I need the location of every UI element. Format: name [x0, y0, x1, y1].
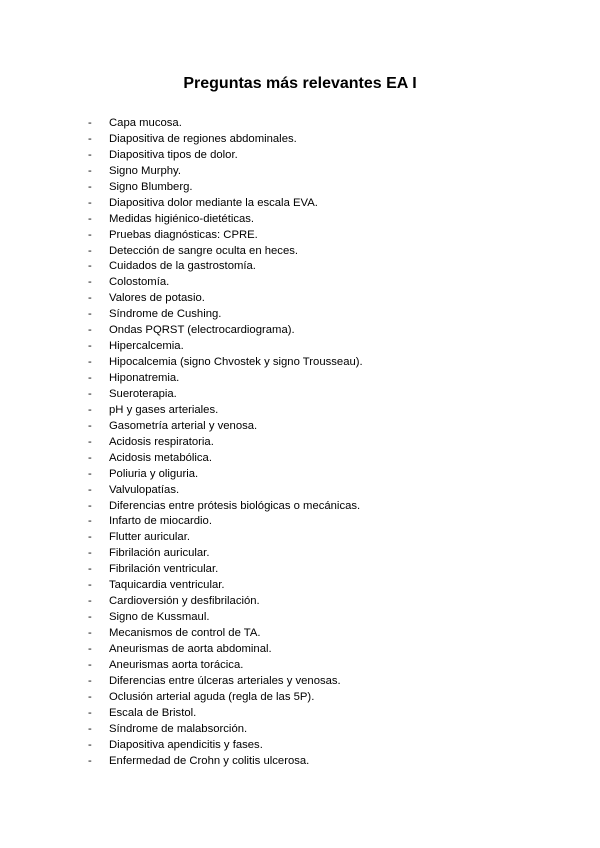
- list-bullet: -: [88, 499, 92, 512]
- list-bullet: -: [88, 467, 92, 480]
- list-item-text: Taquicardia ventricular.: [109, 579, 225, 592]
- list-bullet: -: [88, 738, 92, 751]
- list-item-text: Sueroterapia.: [109, 387, 177, 400]
- list-bullet: -: [88, 292, 92, 305]
- list-item-text: Diapositiva tipos de dolor.: [109, 148, 238, 161]
- list-item-text: Enfermedad de Crohn y colitis ulcerosa.: [109, 754, 310, 767]
- list-item-text: Diapositiva dolor mediante la escala EVA.: [109, 196, 318, 209]
- list-item-text: Diferencias entre úlceras arteriales y venosas.: [109, 674, 341, 687]
- list-item-text: Síndrome de malabsorción.: [109, 722, 248, 735]
- list-bullet: -: [88, 722, 92, 735]
- list-bullet: -: [88, 627, 92, 639]
- list-item-text: Medidas higiénico-dietéticas.: [109, 212, 255, 225]
- list-bullet: -: [88, 276, 92, 289]
- list-bullet: -: [88, 260, 92, 273]
- list-bullet: -: [88, 515, 92, 528]
- list-item-text: Ondas PQRST (electrocardiograma).: [109, 324, 295, 337]
- list-bullet: -: [88, 547, 92, 560]
- list-item-text: Gasometría arterial y venosa.: [109, 419, 258, 432]
- list-item-text: Cardioversión y desfibrilación.: [109, 595, 260, 608]
- list-bullet: -: [88, 387, 92, 400]
- list-item-text: Capa mucosa.: [109, 117, 182, 129]
- list-bullet: -: [88, 579, 92, 592]
- list-item-text: Fibrilación auricular.: [109, 547, 210, 560]
- list-bullet: -: [88, 642, 92, 655]
- list-bullet: -: [88, 212, 92, 225]
- list-bullet: -: [88, 483, 92, 496]
- list-bullet: -: [88, 658, 92, 671]
- list-item-text: Acidosis metabólica.: [109, 451, 212, 464]
- list-item-text: Valores de potasio.: [109, 292, 205, 305]
- list-bullet: -: [88, 308, 92, 321]
- list-bullet: -: [88, 531, 92, 544]
- list-bullet: -: [88, 148, 92, 161]
- list-bullet: -: [88, 228, 92, 241]
- list-bullet: -: [88, 403, 92, 416]
- list-bullet: -: [88, 706, 92, 719]
- list-bullet: -: [88, 674, 92, 687]
- list-bullet: -: [88, 356, 92, 369]
- list-item-text: Acidosis respiratoria.: [109, 435, 214, 448]
- list-bullet: -: [88, 180, 92, 193]
- list-item-text: Hipercalcemia.: [109, 340, 184, 353]
- list-bullet: -: [88, 435, 92, 448]
- list-item-text: Diapositiva de regiones abdominales.: [109, 132, 297, 145]
- list-bullet: -: [88, 754, 92, 767]
- list-bullet: -: [88, 117, 92, 129]
- list-bullet: -: [88, 451, 92, 464]
- list-item-text: Infarto de miocardio.: [109, 515, 212, 528]
- list-item-text: Poliuria y oliguria.: [109, 467, 199, 480]
- list-item-text: Signo Murphy.: [109, 164, 182, 177]
- list-bullet: -: [88, 340, 92, 353]
- list-item-text: Valvulopatías.: [109, 483, 180, 496]
- list-item-text: Aneurismas aorta torácica.: [109, 658, 244, 671]
- list-bullet: -: [88, 563, 92, 576]
- list-bullet: -: [88, 690, 92, 703]
- list-item-text: Oclusión arterial aguda (regla de las 5P).: [109, 690, 315, 703]
- page-title: Preguntas más relevantes EA I: [183, 75, 417, 92]
- list-bullet: -: [88, 164, 92, 177]
- list-bullet: -: [88, 372, 92, 384]
- list-item-text: pH y gases arteriales.: [109, 403, 219, 416]
- list-item-text: Diapositiva apendicitis y fases.: [109, 738, 263, 751]
- list-item-text: Flutter auricular.: [109, 531, 190, 544]
- list-bullet: -: [88, 324, 92, 337]
- list-bullet: -: [88, 244, 92, 257]
- list-bullet: -: [88, 196, 92, 209]
- list-item-text: Signo de Kussmaul.: [109, 611, 210, 624]
- list-item-text: Colostomía.: [109, 276, 170, 289]
- list-bullet: -: [88, 419, 92, 432]
- list-item-text: Síndrome de Cushing.: [109, 308, 222, 321]
- list-item-text: Hipocalcemia (signo Chvostek y signo Trousseau).: [109, 356, 363, 369]
- list-item-text: Pruebas diagnósticas: CPRE.: [109, 228, 258, 241]
- list-item-text: Signo Blumberg.: [109, 180, 193, 193]
- list-item-text: Escala de Bristol.: [109, 706, 197, 719]
- list-item-text: Hiponatremia.: [109, 372, 180, 384]
- list-bullet: -: [88, 595, 92, 608]
- list-item-text: Detección de sangre oculta en heces.: [109, 244, 299, 257]
- list-item-text: Mecanismos de control de TA.: [109, 627, 261, 639]
- list-item-text: Cuidados de la gastrostomía.: [109, 260, 256, 273]
- list-item-text: Aneurismas de aorta abdominal.: [109, 642, 272, 655]
- list-bullet: -: [88, 132, 92, 145]
- list-bullet: -: [88, 611, 92, 624]
- list-item-text: Fibrilación ventricular.: [109, 563, 219, 576]
- list-item-text: Diferencias entre prótesis biológicas o mecánicas.: [109, 499, 361, 512]
